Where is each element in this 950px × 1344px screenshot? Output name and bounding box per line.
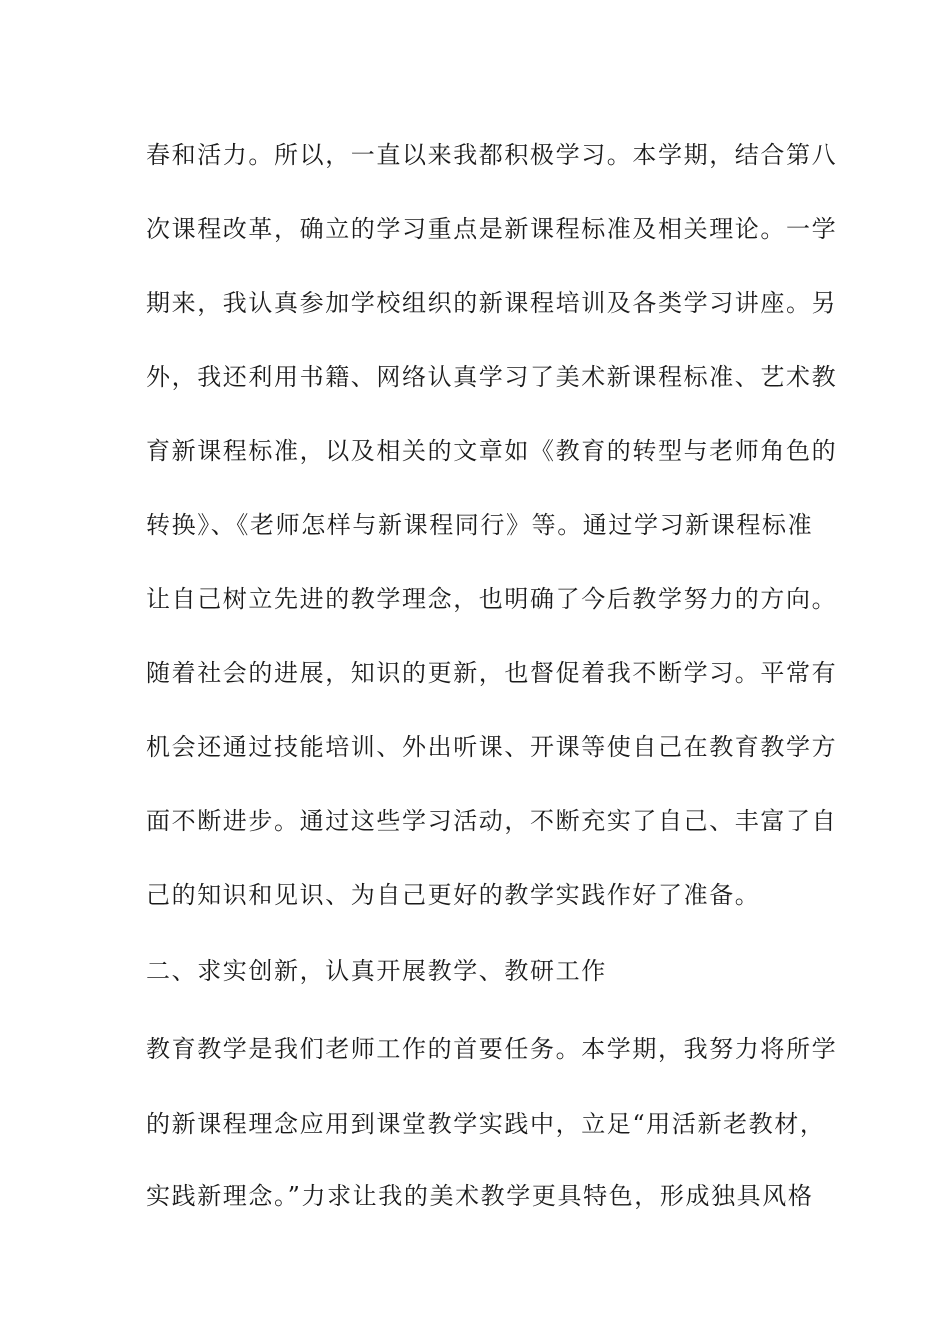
text-line: 期来，我认真参加学校组织的新课程培训及各类学习讲座。另 bbox=[146, 289, 838, 317]
text-line: 育新课程标准，以及相关的文章如《教育的转型与老师角色的 bbox=[146, 437, 838, 465]
text-line: 随着社会的进展，知识的更新，也督促着我不断学习。平常有 bbox=[146, 659, 838, 687]
section-heading: 二、求实创新，认真开展教学、教研工作 bbox=[146, 957, 607, 985]
text-line: 外，我还利用书籍、网络认真学习了美术新课程标准、艺术教 bbox=[146, 363, 838, 391]
text-line: 教育教学是我们老师工作的首要任务。本学期，我努力将所学 bbox=[146, 1035, 838, 1063]
text-line: 的新课程理念应用到课堂教学实践中，立足“用活新老教材， bbox=[146, 1110, 826, 1138]
text-line: 春和活力。所以，一直以来我都积极学习。本学期，结合第八 bbox=[146, 141, 838, 169]
text-line: 次课程改革，确立的学习重点是新课程标准及相关理论。一学 bbox=[146, 215, 838, 243]
text-line: 让自己树立先进的教学理念，也明确了今后教学努力的方向。 bbox=[146, 585, 838, 613]
text-line: 机会还通过技能培训、外出听课、开课等使自己在教育教学方 bbox=[146, 733, 838, 761]
text-line: 己的知识和见识、为自己更好的教学实践作好了准备。 bbox=[146, 881, 761, 909]
text-line: 转换》、《老师怎样与新课程同行》等。通过学习新课程标准 bbox=[146, 511, 814, 539]
text-line: 实践新理念。”力求让我的美术教学更具特色，形成独具风格 bbox=[146, 1182, 814, 1210]
text-line: 面不断进步。通过这些学习活动，不断充实了自己、丰富了自 bbox=[146, 807, 838, 835]
